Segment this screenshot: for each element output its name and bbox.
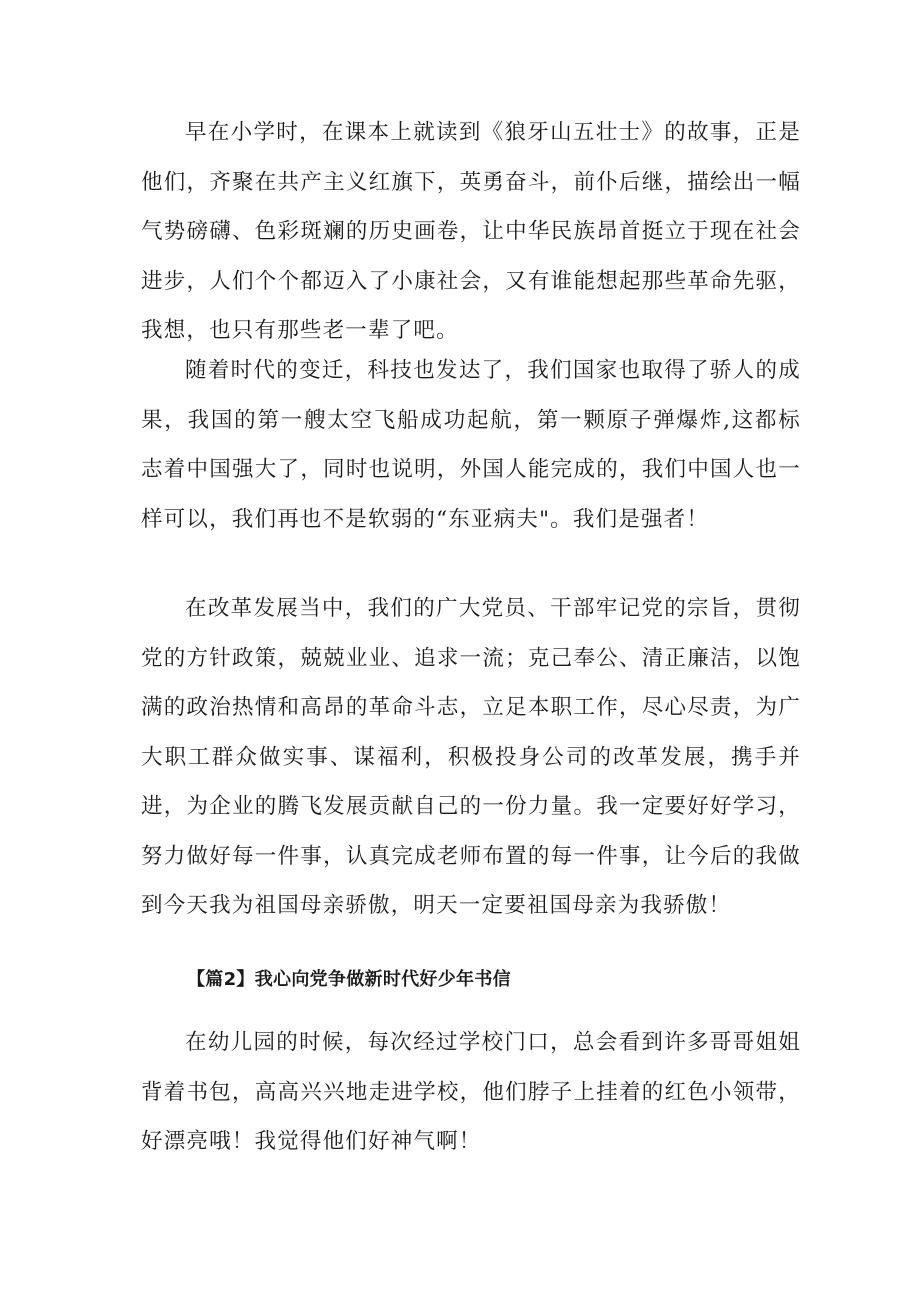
- section-heading: [187, 960, 511, 1000]
- paragraph-4: 在幼儿园的时候，每次经过学校门口，总会看到许多哥哥姐姐背着书包，高高兴兴地走进学校，他们脖子上挂着的红色小领带，好漂亮哦！我觉得他们好神气啊！: [141, 1030, 801, 1154]
- paragraph-1: 早在小学时，在课本上就读到《狼牙山五壮士》的故事，正是他们，齐聚在共产主义红旗下，英勇奋斗，前仆后继，描绘出一幅气势磅礴、色彩斑斓的历史画卷，让中华民族昂首挺立于现在社会进步，人们个个都迈入了小康社会，又有谁能想起那些革命先驱，我想，也只有那些老一辈了吧。: [141, 120, 801, 343]
- paragraph-2: 随着时代的变迁，科技也发达了，我们国家也取得了骄人的成果，我国的第一艘太空飞船成功起航，第一颗原子弹爆炸,这都标志着中国强大了，同时也说明，外国人能完成的，我们中国人也一样可以，我们再也不是软弱的“东亚病夫"。我们是强者！: [141, 358, 801, 532]
- section-title: 我心向党争做新时代好少年书信: [254, 969, 511, 990]
- paragraph-3: 在改革发展当中，我们的广大党员、干部牢记党的宗旨，贯彻党的方针政策，兢兢业业、追求一流；克己奉公、清正廉洁，以饱满的政治热情和高昂的革命斗志，立足本职工作，尽心尽责，为广大职工群众做实事、谋福利，积极投身公司的改革发展，携手并进，为企业的腾飞发展贡献自己的一份力量。我一定要好好学习，努力做好每一件事，认真完成老师布置的每一件事，让今后的我做到今天我为祖国母亲骄傲，明天一定要祖国母亲为我骄傲！: [141, 596, 801, 918]
- section-tag: 【篇2】: [187, 969, 255, 990]
